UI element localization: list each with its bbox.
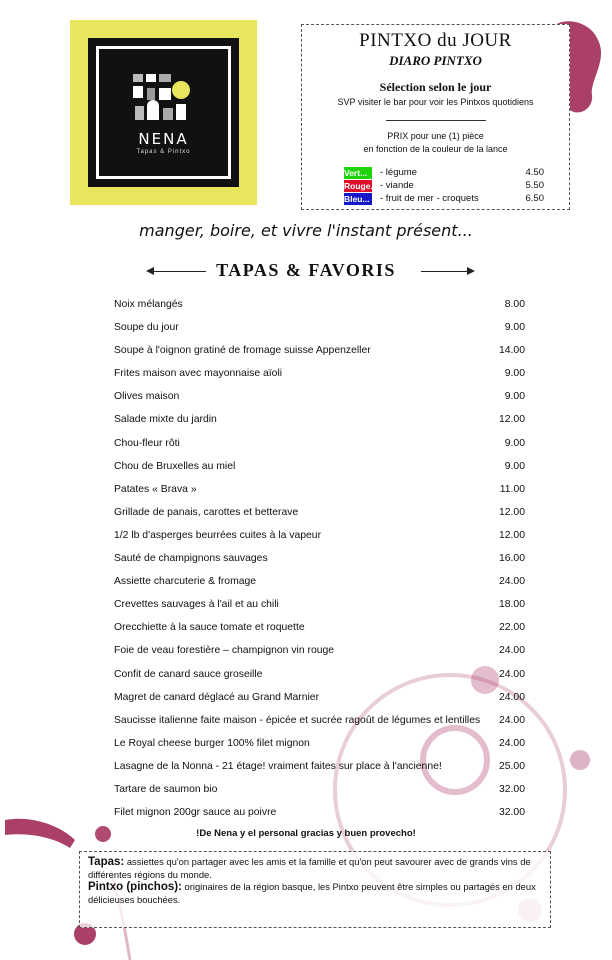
tapas-term: Tapas: bbox=[88, 856, 125, 868]
menu-item bbox=[114, 713, 525, 736]
menu-item-price: 8.00 bbox=[504, 299, 525, 310]
menu-item bbox=[114, 620, 525, 643]
menu-item-price: 24.00 bbox=[498, 576, 525, 588]
pintxo-desc: - viande bbox=[380, 180, 414, 191]
pintxo-price-note: PRIX pour une (1) pièce bbox=[387, 131, 484, 141]
menu-item-name: Foie de veau forestière – champignon vin rouge bbox=[114, 645, 335, 657]
menu-item bbox=[114, 412, 525, 435]
menu-item-price: 9.00 bbox=[504, 391, 525, 403]
menu-item-name: Soupe du jour bbox=[114, 322, 179, 334]
menu-item-price: 9.00 bbox=[504, 460, 525, 472]
logo-inner bbox=[88, 38, 239, 187]
thanks-message: !De Nena y el personal gracias y buen provecho! bbox=[196, 828, 416, 839]
tapas-definition: assiettes qu'on partager avec les amis et la famille et qu'on peut savourer avec de grands vins de différentes régions du monde. bbox=[88, 856, 531, 880]
menu-item bbox=[114, 320, 525, 343]
right-arrow-icon bbox=[421, 271, 473, 272]
menu-item bbox=[114, 690, 525, 713]
color-tag: Rouge... bbox=[344, 181, 378, 191]
logo-name: NENA bbox=[138, 130, 189, 148]
menu-item bbox=[114, 551, 525, 574]
menu-item-name: Grillade de panais, carottes et betterave bbox=[114, 506, 299, 518]
menu-item-name: Confit de canard sauce groseille bbox=[114, 668, 263, 680]
menu-heading: TAPAS & FAVORIS bbox=[216, 260, 396, 280]
pintxo-price: 5.50 bbox=[525, 180, 544, 191]
menu-item-name: Patates « Brava » bbox=[114, 483, 197, 495]
menu-item-name: Lasagne de la Nonna - 21 étage! vraiment faites sur place à l'ancienne! bbox=[114, 760, 442, 772]
menu-item-name: Chou-fleur rôti bbox=[114, 437, 180, 449]
menu-item-name: Soupe à l'oignon gratiné de fromage suisse Appenzeller bbox=[114, 345, 371, 357]
menu-item-price: 12.00 bbox=[498, 506, 525, 518]
menu-item bbox=[114, 597, 525, 620]
menu-item-name: Frites maison avec mayonnaise aïoli bbox=[114, 368, 283, 380]
menu-item-name: Le Royal cheese burger 100% filet mignon bbox=[114, 737, 310, 749]
menu-item bbox=[114, 343, 525, 366]
menu-item-price: 32.00 bbox=[498, 807, 525, 819]
menu-item-name: Salade mixte du jardin bbox=[114, 414, 217, 426]
menu-item bbox=[114, 366, 525, 389]
menu-item-price: 24.00 bbox=[498, 737, 525, 749]
menu-item-price: 9.00 bbox=[504, 437, 525, 449]
menu-item-price: 12.00 bbox=[498, 529, 525, 541]
menu-item bbox=[114, 436, 525, 459]
menu-item-price: 18.00 bbox=[498, 599, 525, 611]
menu-item-price: 16.00 bbox=[498, 553, 525, 565]
menu-item-price: 24.00 bbox=[498, 691, 525, 703]
menu-item bbox=[114, 389, 525, 412]
color-tag: Bleu... bbox=[344, 193, 372, 205]
glossary-pintxo bbox=[88, 881, 542, 906]
glossary-tapas bbox=[88, 856, 542, 881]
pintxo-row bbox=[344, 193, 544, 205]
menu-item bbox=[114, 805, 525, 828]
pintxo-subtitle: DIARO PINTXO bbox=[389, 53, 482, 68]
menu-item bbox=[114, 574, 525, 597]
menu-item-name: Orecchiette à la sauce tomate et roquette bbox=[114, 622, 305, 634]
pintxo-box bbox=[301, 24, 570, 210]
pintxo-row bbox=[344, 167, 544, 179]
menu-item-price: 24.00 bbox=[498, 714, 525, 726]
pintxo-row bbox=[344, 180, 544, 192]
pintxo-title: PINTXO du JOUR bbox=[359, 30, 512, 51]
menu-item bbox=[114, 782, 525, 805]
pintxo-term: Pintxo (pinchos): bbox=[88, 881, 182, 893]
menu-item bbox=[114, 459, 525, 482]
pintxo-color-note: en fonction de la couleur de la lance bbox=[363, 144, 508, 154]
pintxo-selection: Sélection selon le jour bbox=[379, 80, 492, 94]
pintxo-divider bbox=[386, 120, 486, 121]
menu-item-price: 32.00 bbox=[498, 783, 525, 795]
menu-item bbox=[114, 667, 525, 690]
menu-item-price: 24.00 bbox=[498, 645, 525, 657]
menu-item-price: 9.00 bbox=[504, 322, 525, 334]
pintxo-desc: - légume bbox=[380, 167, 417, 178]
slogan: manger, boire, et vivre l'instant présent... bbox=[139, 221, 473, 240]
menu-item-price: 22.00 bbox=[498, 622, 525, 634]
menu-item-price: 25.00 bbox=[498, 760, 525, 772]
menu-list bbox=[114, 297, 525, 828]
glossary-box bbox=[79, 851, 551, 928]
pintxo-price: 6.50 bbox=[525, 193, 544, 204]
color-tag: Vert... bbox=[344, 167, 372, 179]
menu-item-name: Magret de canard déglacé au Grand Marnier bbox=[114, 691, 320, 703]
menu-item-name: Sauté de champignons sauvages bbox=[114, 553, 268, 565]
menu-item-price: 24.00 bbox=[498, 668, 525, 680]
pintxo-desc: - fruit de mer - croquets bbox=[380, 193, 479, 204]
menu-item-name: Filet mignon 200gr sauce au poivre bbox=[114, 807, 277, 819]
logo-subtitle: Tapas & Pintxo bbox=[136, 149, 191, 155]
menu-item-price: 11.00 bbox=[499, 483, 525, 495]
menu-item bbox=[114, 482, 525, 505]
menu-item bbox=[114, 736, 525, 759]
menu-item-price: 12.00 bbox=[498, 414, 525, 426]
menu-item-name: Crevettes sauvages à l'ail et au chili bbox=[114, 599, 279, 611]
menu-item-price: 9.00 bbox=[504, 368, 525, 380]
menu-item bbox=[114, 528, 525, 551]
menu-item bbox=[114, 759, 525, 782]
logo-mark-icon bbox=[133, 70, 191, 128]
menu-item-name: Chou de Bruxelles au miel bbox=[114, 460, 236, 472]
menu-item-name: Assiette charcuterie & fromage bbox=[114, 576, 257, 588]
menu-item-price: 14.00 bbox=[498, 345, 525, 357]
nena-logo bbox=[70, 20, 257, 205]
menu-item bbox=[114, 643, 525, 666]
menu-item-name: Noix mélangés bbox=[114, 299, 183, 310]
menu-item-name: Tartare de saumon bio bbox=[114, 783, 218, 795]
menu-item bbox=[114, 505, 525, 528]
menu-item-name: 1/2 lb d'asperges beurrées cuites à la vapeur bbox=[114, 529, 322, 541]
menu-item bbox=[114, 297, 525, 320]
pintxo-visit-note: SVP visiter le bar pour voir les Pintxos quotidiens bbox=[337, 97, 534, 107]
menu-item-name: Olives maison bbox=[114, 391, 180, 403]
pintxo-price: 4.50 bbox=[525, 167, 544, 178]
menu-item-name: Saucisse italienne faite maison - épicée et sucrée ragoût de légumes et lentilles bbox=[114, 714, 481, 726]
pintxo-definition: originaires de la région basque, les Pintxo peuvent être simples ou partagés en deux délicieuses bouchées. bbox=[88, 881, 536, 905]
